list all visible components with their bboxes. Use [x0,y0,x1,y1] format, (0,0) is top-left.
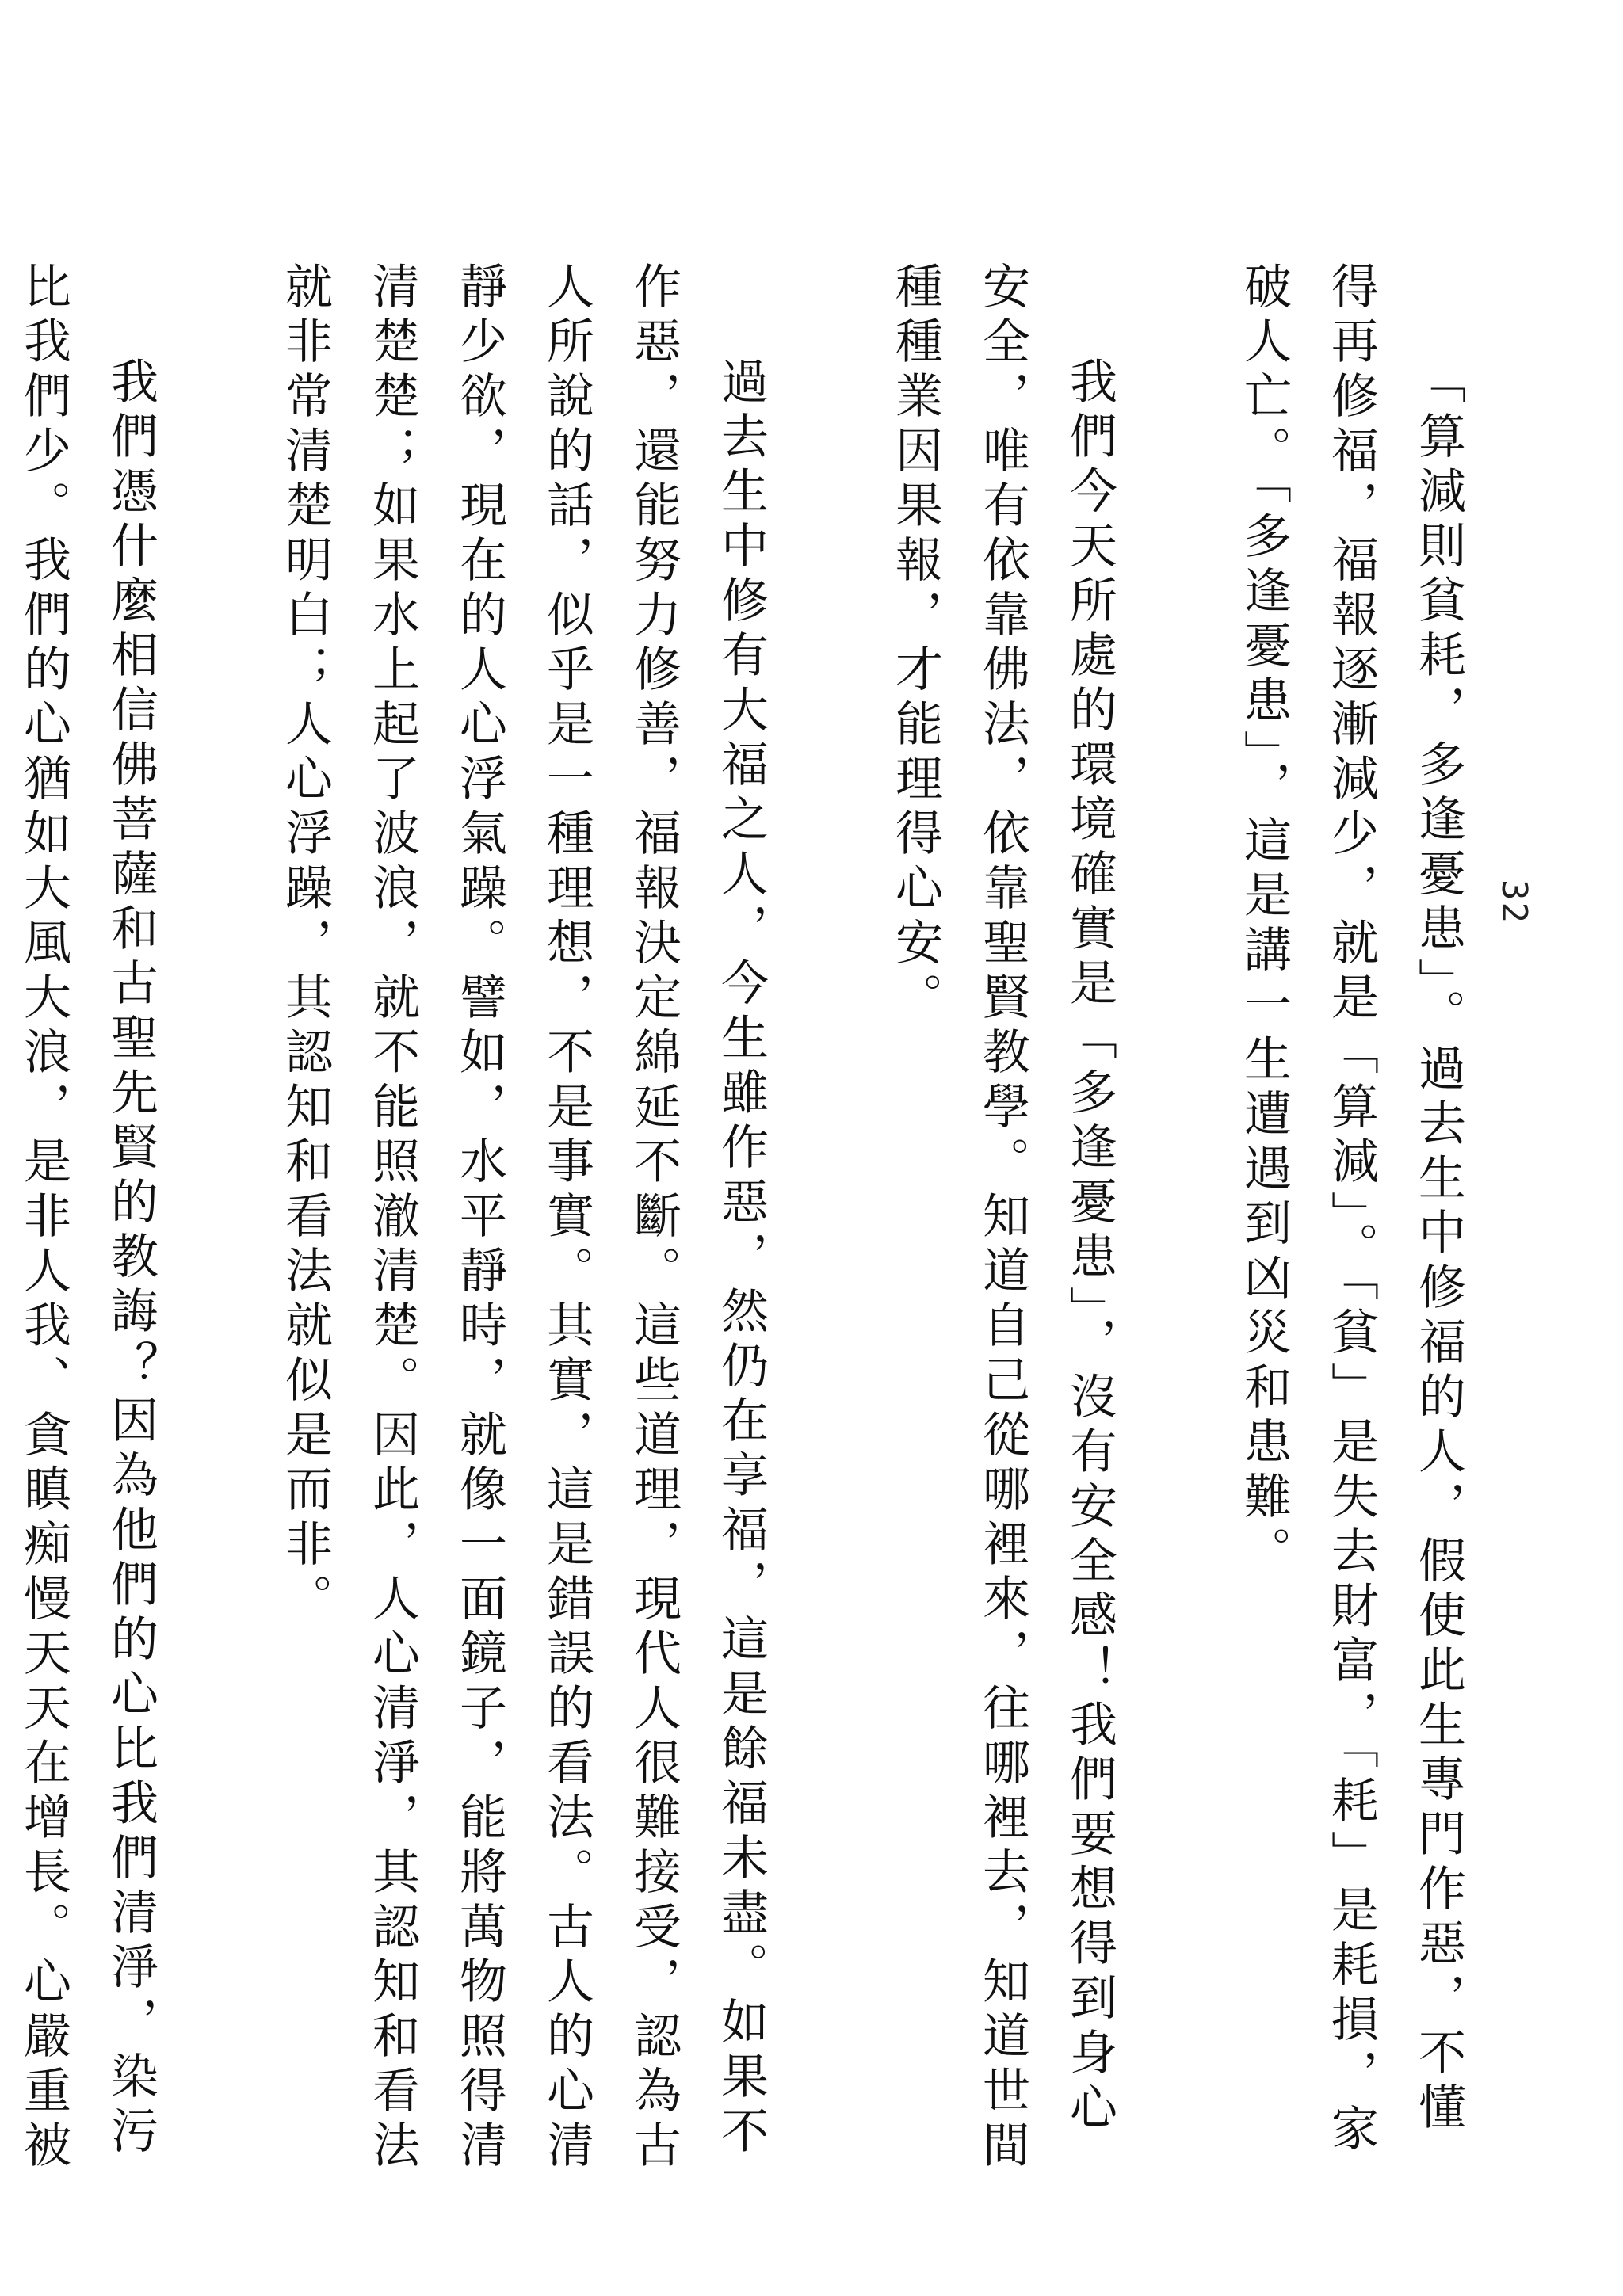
page-number: 32 [1494,879,1534,925]
paragraph-3: 過去生中修有大福之人，今生雖作惡，然仍在享福，這是餘福未盡。如果不作惡，還能努力修善，福報決定綿延不斷。這些道理，現代人很難接受，認為古人所說的話，似乎是一種理想，不是事實。其實，這是錯誤的看法。古人的心清靜少欲，現在的人心浮氣躁。譬如，水平靜時，就像一面鏡子，能將萬物照得清清楚楚；如果水上起了波浪，就不能照澈清楚。因此，人心清淨，其認知和看法就非常清楚明白；人心浮躁，其認知和看法就似是而非。 [277,261,769,2175]
paragraph-1: 「算減則貧耗，多逢憂患」。過去生中修福的人，假使此生專門作惡，不懂得再修福，福報逐漸減少，就是「算減」。「貧」是失去財富，「耗」是耗損，家破人亡。「多逢憂患」，這是講一生遭遇到凶災和患難。 [1236,261,1466,2158]
body-text [16,261,1482,2187]
paragraph-4: 我們憑什麼相信佛菩薩和古聖先賢的教誨？因為他們的心比我們清淨，染污比我們少。我們的心猶如大風大浪，是非人我、貪瞋痴慢天天在增長。心嚴重被 [16,261,158,2175]
paragraph-2: 我們今天所處的環境確實是「多逢憂患」，沒有安全感！我們要想得到身心安全，唯有依靠佛法，依靠聖賢教學。知道自己從哪裡來，往哪裡去，知道世間種種業因果報，才能理得心安。 [888,261,1117,2175]
